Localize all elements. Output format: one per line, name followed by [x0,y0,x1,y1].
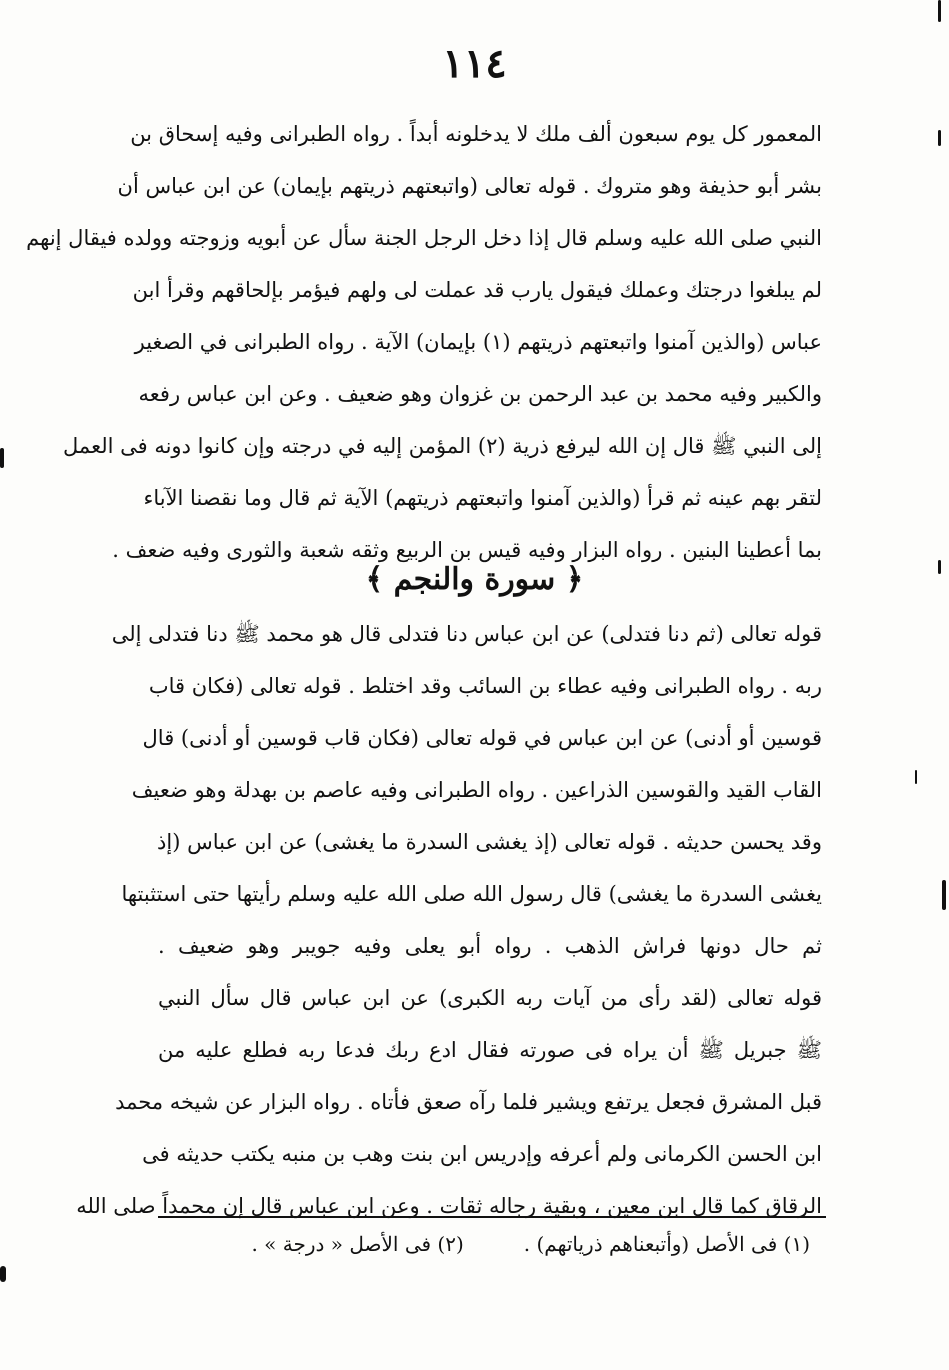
scan-edge-mark [915,770,917,784]
footnote-2: (٢) فى الأصل « درجة » . [251,1232,464,1256]
text-line: قوسين أو أدنى) عن ابن عباس في قوله تعالى (فكان قاب قوسين أو أدنى) قال [142,726,822,750]
text-line: ثم حال دونها فراش الذهب . رواه أبو يعلى وفيه جويبر وهو ضعيف . [158,934,822,958]
text-line: الرقاق كما قال ابن معين ، وبقية رجاله ثقات . وعن ابن عباس قال إن محمداً صلى الله [76,1194,822,1218]
text-line: لتقر بهم عينه ثم قرأ (والذين آمنوا واتبعتهم ذريتهم) الآية ثم قال وما نقصنا الآباء [143,486,822,510]
text-line: بشر أبو حذيفة وهو متروك . قوله تعالى (واتبعتهم ذريتهم بإيمان) عن ابن عباس أن [117,174,822,198]
text-line: قبل المشرق فجعل يرتفع ويشير فلما رآه صعق فأتاه . رواه البزار عن شيخه محمد [115,1090,822,1114]
paragraph-block-2 [76,608,822,1232]
text-line: لم يبلغوا درجتك وعملك فيقول يارب قد عملت لى ولهم فيؤمر بإلحاقهم وقرأ ابن [132,278,822,302]
text-line: ربه . رواه الطبرانى وفيه عطاء بن السائب وقد اختلط . قوله تعالى (فكان قاب [148,674,822,698]
text-line: النبي صلى الله عليه وسلم قال إذا دخل الرجل الجنة سأل عن أبويه وزوجته وولده فيقال إنهم [26,226,822,250]
text-line: قوله تعالى (ثم دنا فتدلى) عن ابن عباس دنا فتدلى قال هو محمد ﷺ دنا فتدلى إلى [111,622,822,646]
page-number: ١١٤ [442,40,507,87]
footnote-divider [158,1216,826,1218]
text-line: القاب القيد والقوسين الذراعين . رواه الطبرانى وفيه عاصم بن بهدلة وهو ضعيف [131,778,822,802]
scan-edge-mark [938,560,941,574]
text-line: عباس (والذين آمنوا واتبعتهم ذريتهم (١) بإيمان) الآية . رواه الطبرانى في الصغير [134,330,822,354]
text-line: يغشى السدرة ما يغشى) قال رسول الله صلى الله عليه وسلم رأيتها حتى استثبتها [121,882,822,906]
surah-heading: ﴿ سورة والنجم ﴾ [365,562,584,597]
text-line: والكبير وفيه محمد بن عبد الرحمن بن غزوان وهو ضعيف . وعن ابن عباس رفعه [138,382,822,406]
scan-edge-mark [0,1266,6,1282]
text-line: ﷺ جبريل ﷺ أن يراه فى صورته فقال ادع ربك فدعا ربه فطلع عليه من [158,1038,822,1062]
scan-edge-mark [942,880,946,910]
scan-edge-mark [938,130,941,146]
scan-edge-mark [0,448,4,468]
footnotes [150,1224,810,1264]
text-line: وقد يحسن حديثه . قوله تعالى (إذ يغشى السدرة ما يغشى) عن ابن عباس (إذ [157,830,822,854]
text-line: قوله تعالى (لقد رأى من آيات ربه الكبرى) عن ابن عباس قال سأل النبي [158,986,822,1010]
text-line: ابن الحسن الكرمانى ولم أعرفه وإدريس ابن بنت وهب بن منبه يكتب حديثه فى [142,1142,822,1166]
footnote-1: (١) فى الأصل (وأتبعناهم ذرياتهم) . [523,1232,810,1256]
text-line: المعمور كل يوم سبعون ألف ملك لا يدخلونه أبداً . رواه الطبرانى وفيه إسحاق بن [130,122,822,146]
paragraph-block-1 [26,108,822,576]
text-line: إلى النبي ﷺ قال إن الله ليرفع ذرية (٢) المؤمن إليه في درجته وإن كانوا دونه فى العمل [63,434,822,458]
text-line: بما أعطينا البنين . رواه البزار وفيه قيس بن الربيع وثقه شعبة والثورى وفيه ضعف . [112,538,822,562]
scan-edge-mark [938,0,941,22]
